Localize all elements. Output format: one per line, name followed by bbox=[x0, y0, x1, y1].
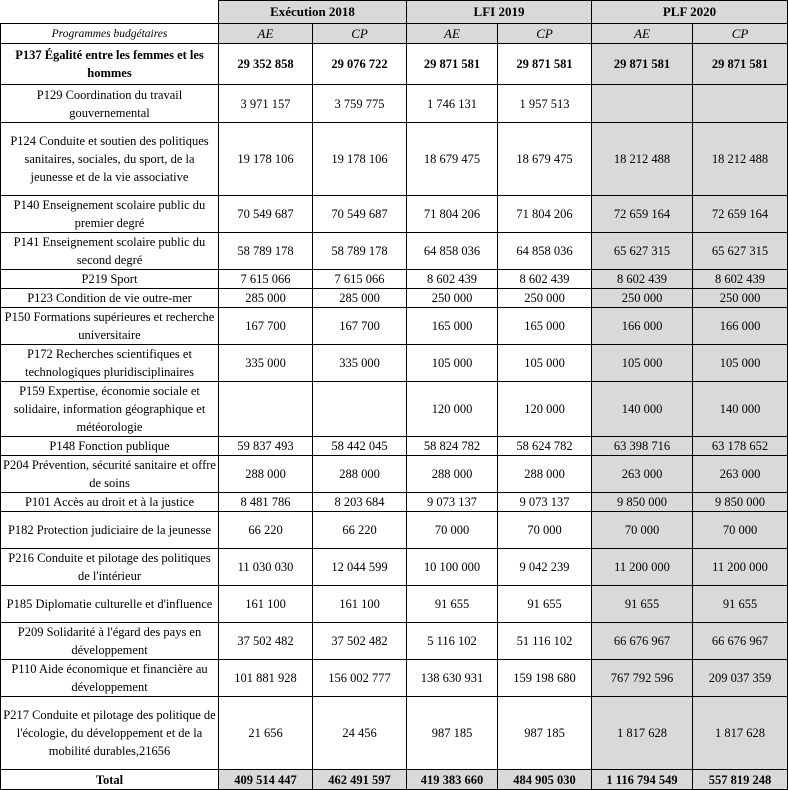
programme-label: P124 Conduite et soutien des politiques sanitaires, sociales, du sport, de la jeunesse et de la vie associative bbox=[1, 123, 219, 196]
value-cell bbox=[693, 85, 788, 123]
total-row bbox=[1, 770, 788, 790]
programme-label: P209 Solidarité à l'égard des pays en développement bbox=[1, 623, 219, 660]
value-cell: 1 817 628 bbox=[592, 697, 693, 770]
value-cell: 8 602 439 bbox=[592, 270, 693, 289]
value-cell: 335 000 bbox=[313, 345, 407, 382]
table-row bbox=[1, 660, 788, 697]
group-header-execution-2018: Exécution 2018 bbox=[219, 1, 407, 24]
value-cell: 10 100 000 bbox=[407, 549, 498, 586]
table-row bbox=[1, 123, 788, 196]
programme-label: P185 Diplomatie culturelle et d'influence bbox=[1, 586, 219, 623]
value-cell: 166 000 bbox=[592, 308, 693, 345]
value-cell: 105 000 bbox=[693, 345, 788, 382]
value-cell: 59 837 493 bbox=[219, 437, 313, 456]
programme-label: P137 Égalité entre les femmes et les hommes bbox=[1, 44, 219, 85]
corner-cell bbox=[1, 1, 219, 24]
value-cell: 105 000 bbox=[407, 345, 498, 382]
value-cell: 19 178 106 bbox=[313, 123, 407, 196]
value-cell: 3 759 775 bbox=[313, 85, 407, 123]
value-cell: 70 549 687 bbox=[313, 196, 407, 233]
programme-label: P216 Conduite et pilotage des politiques de l'intérieur bbox=[1, 549, 219, 586]
programme-label: P217 Conduite et pilotage des politique de l'écologie, du développement et de la mobilité durables,21656 bbox=[1, 697, 219, 770]
value-cell: 91 655 bbox=[693, 586, 788, 623]
table-row bbox=[1, 493, 788, 512]
col-header-cp-2018: CP bbox=[313, 24, 407, 44]
value-cell: 11 030 030 bbox=[219, 549, 313, 586]
table-row bbox=[1, 308, 788, 345]
value-cell bbox=[313, 382, 407, 437]
value-cell: 19 178 106 bbox=[219, 123, 313, 196]
value-cell: 70 000 bbox=[407, 512, 498, 549]
value-cell: 285 000 bbox=[219, 289, 313, 308]
value-cell: 288 000 bbox=[219, 456, 313, 493]
value-cell: 29 352 858 bbox=[219, 44, 313, 85]
value-cell: 3 971 157 bbox=[219, 85, 313, 123]
value-cell: 64 858 036 bbox=[498, 233, 592, 270]
value-cell: 767 792 596 bbox=[592, 660, 693, 697]
value-cell: 161 100 bbox=[219, 586, 313, 623]
value-cell: 29 871 581 bbox=[498, 44, 592, 85]
value-cell: 167 700 bbox=[313, 308, 407, 345]
value-cell: 37 502 482 bbox=[313, 623, 407, 660]
value-cell: 64 858 036 bbox=[407, 233, 498, 270]
value-cell: 65 627 315 bbox=[592, 233, 693, 270]
value-cell: 91 655 bbox=[498, 586, 592, 623]
value-cell: 250 000 bbox=[592, 289, 693, 308]
value-cell: 288 000 bbox=[407, 456, 498, 493]
table-row bbox=[1, 623, 788, 660]
table-row bbox=[1, 456, 788, 493]
table-row bbox=[1, 196, 788, 233]
value-cell: 250 000 bbox=[407, 289, 498, 308]
value-cell: 140 000 bbox=[592, 382, 693, 437]
value-cell: 159 198 680 bbox=[498, 660, 592, 697]
value-cell: 70 000 bbox=[592, 512, 693, 549]
value-cell: 987 185 bbox=[498, 697, 592, 770]
table-body bbox=[1, 44, 788, 790]
table-row bbox=[1, 44, 788, 85]
col-header-cp-2019: CP bbox=[498, 24, 592, 44]
value-cell: 8 602 439 bbox=[693, 270, 788, 289]
table-row bbox=[1, 586, 788, 623]
value-cell: 138 630 931 bbox=[407, 660, 498, 697]
value-cell: 66 220 bbox=[219, 512, 313, 549]
value-cell: 72 659 164 bbox=[592, 196, 693, 233]
value-cell: 209 037 359 bbox=[693, 660, 788, 697]
total-label: Total bbox=[1, 770, 219, 790]
value-cell: 72 659 164 bbox=[693, 196, 788, 233]
value-cell: 120 000 bbox=[407, 382, 498, 437]
value-cell: 71 804 206 bbox=[498, 196, 592, 233]
value-cell: 21 656 bbox=[219, 697, 313, 770]
value-cell: 29 076 722 bbox=[313, 44, 407, 85]
value-cell: 167 700 bbox=[219, 308, 313, 345]
programme-label: P148 Fonction publique bbox=[1, 437, 219, 456]
value-cell: 70 000 bbox=[498, 512, 592, 549]
value-cell: 285 000 bbox=[313, 289, 407, 308]
col-header-ae-2019: AE bbox=[407, 24, 498, 44]
value-cell: 1 817 628 bbox=[693, 697, 788, 770]
value-cell bbox=[219, 382, 313, 437]
value-cell: 91 655 bbox=[592, 586, 693, 623]
value-cell: 29 871 581 bbox=[407, 44, 498, 85]
value-cell: 66 676 967 bbox=[592, 623, 693, 660]
table-row bbox=[1, 382, 788, 437]
value-cell: 11 200 000 bbox=[592, 549, 693, 586]
programme-label: P123 Condition de vie outre-mer bbox=[1, 289, 219, 308]
total-value-cell: 419 383 660 bbox=[407, 770, 498, 790]
value-cell: 335 000 bbox=[219, 345, 313, 382]
programme-label: P150 Formations supérieures et recherche universitaire bbox=[1, 308, 219, 345]
programme-label: P219 Sport bbox=[1, 270, 219, 289]
value-cell: 105 000 bbox=[592, 345, 693, 382]
value-cell: 165 000 bbox=[498, 308, 592, 345]
value-cell: 91 655 bbox=[407, 586, 498, 623]
value-cell: 7 615 066 bbox=[313, 270, 407, 289]
value-cell: 11 200 000 bbox=[693, 549, 788, 586]
value-cell: 1 957 513 bbox=[498, 85, 592, 123]
programme-label: P172 Recherches scientifiques et technologiques pluridisciplinaires bbox=[1, 345, 219, 382]
programme-label: P204 Prévention, sécurité sanitaire et offre de soins bbox=[1, 456, 219, 493]
value-cell: 18 679 475 bbox=[498, 123, 592, 196]
value-cell: 70 000 bbox=[693, 512, 788, 549]
value-cell: 9 073 137 bbox=[407, 493, 498, 512]
value-cell: 7 615 066 bbox=[219, 270, 313, 289]
value-cell: 250 000 bbox=[498, 289, 592, 308]
table-row bbox=[1, 345, 788, 382]
value-cell: 71 804 206 bbox=[407, 196, 498, 233]
value-cell: 987 185 bbox=[407, 697, 498, 770]
value-cell: 156 002 777 bbox=[313, 660, 407, 697]
programme-label: P129 Coordination du travail gouvernemental bbox=[1, 85, 219, 123]
value-cell: 65 627 315 bbox=[693, 233, 788, 270]
value-cell: 8 602 439 bbox=[407, 270, 498, 289]
col-header-ae-2020: AE bbox=[592, 24, 693, 44]
col-header-ae-2018: AE bbox=[219, 24, 313, 44]
value-cell: 288 000 bbox=[498, 456, 592, 493]
total-value-cell: 462 491 597 bbox=[313, 770, 407, 790]
value-cell: 166 000 bbox=[693, 308, 788, 345]
value-cell: 101 881 928 bbox=[219, 660, 313, 697]
programme-label: P182 Protection judiciaire de la jeunesse bbox=[1, 512, 219, 549]
value-cell: 18 212 488 bbox=[592, 123, 693, 196]
table-row bbox=[1, 437, 788, 456]
value-cell: 263 000 bbox=[592, 456, 693, 493]
value-cell: 5 116 102 bbox=[407, 623, 498, 660]
table-row bbox=[1, 85, 788, 123]
value-cell: 58 824 782 bbox=[407, 437, 498, 456]
value-cell: 70 549 687 bbox=[219, 196, 313, 233]
value-cell: 9 073 137 bbox=[498, 493, 592, 512]
total-value-cell: 409 514 447 bbox=[219, 770, 313, 790]
programme-label: P159 Expertise, économie sociale et solidaire, information géographique et météorologie bbox=[1, 382, 219, 437]
value-cell: 37 502 482 bbox=[219, 623, 313, 660]
group-header-plf-2020: PLF 2020 bbox=[592, 1, 788, 24]
value-cell: 8 203 684 bbox=[313, 493, 407, 512]
value-cell: 263 000 bbox=[693, 456, 788, 493]
total-value-cell: 1 116 794 549 bbox=[592, 770, 693, 790]
table-row bbox=[1, 549, 788, 586]
value-cell: 8 481 786 bbox=[219, 493, 313, 512]
value-cell: 120 000 bbox=[498, 382, 592, 437]
value-cell: 9 850 000 bbox=[592, 493, 693, 512]
value-cell: 140 000 bbox=[693, 382, 788, 437]
value-cell: 58 789 178 bbox=[313, 233, 407, 270]
col-header-cp-2020: CP bbox=[693, 24, 788, 44]
value-cell: 66 676 967 bbox=[693, 623, 788, 660]
value-cell: 63 178 652 bbox=[693, 437, 788, 456]
value-cell: 58 624 782 bbox=[498, 437, 592, 456]
value-cell: 24 456 bbox=[313, 697, 407, 770]
programme-label: P101 Accès au droit et à la justice bbox=[1, 493, 219, 512]
value-cell: 105 000 bbox=[498, 345, 592, 382]
value-cell: 161 100 bbox=[313, 586, 407, 623]
value-cell: 29 871 581 bbox=[592, 44, 693, 85]
programme-label: P140 Enseignement scolaire public du premier degré bbox=[1, 196, 219, 233]
value-cell: 1 746 131 bbox=[407, 85, 498, 123]
value-cell: 8 602 439 bbox=[498, 270, 592, 289]
value-cell: 9 850 000 bbox=[693, 493, 788, 512]
value-cell: 165 000 bbox=[407, 308, 498, 345]
total-value-cell: 557 819 248 bbox=[693, 770, 788, 790]
value-cell: 58 789 178 bbox=[219, 233, 313, 270]
programme-label: P141 Enseignement scolaire public du second degré bbox=[1, 233, 219, 270]
table-row bbox=[1, 233, 788, 270]
value-cell: 58 442 045 bbox=[313, 437, 407, 456]
value-cell: 29 871 581 bbox=[693, 44, 788, 85]
table-row bbox=[1, 697, 788, 770]
table-row bbox=[1, 270, 788, 289]
table-row bbox=[1, 289, 788, 308]
group-header-lfi-2019: LFI 2019 bbox=[407, 1, 592, 24]
value-cell: 18 679 475 bbox=[407, 123, 498, 196]
programmes-header: Programmes budgétaires bbox=[1, 24, 219, 44]
value-cell: 18 212 488 bbox=[693, 123, 788, 196]
value-cell: 250 000 bbox=[693, 289, 788, 308]
value-cell bbox=[592, 85, 693, 123]
value-cell: 9 042 239 bbox=[498, 549, 592, 586]
value-cell: 288 000 bbox=[313, 456, 407, 493]
table-row bbox=[1, 512, 788, 549]
value-cell: 51 116 102 bbox=[498, 623, 592, 660]
total-value-cell: 484 905 030 bbox=[498, 770, 592, 790]
value-cell: 66 220 bbox=[313, 512, 407, 549]
value-cell: 12 044 599 bbox=[313, 549, 407, 586]
value-cell: 63 398 716 bbox=[592, 437, 693, 456]
programme-label: P110 Aide économique et financière au développement bbox=[1, 660, 219, 697]
